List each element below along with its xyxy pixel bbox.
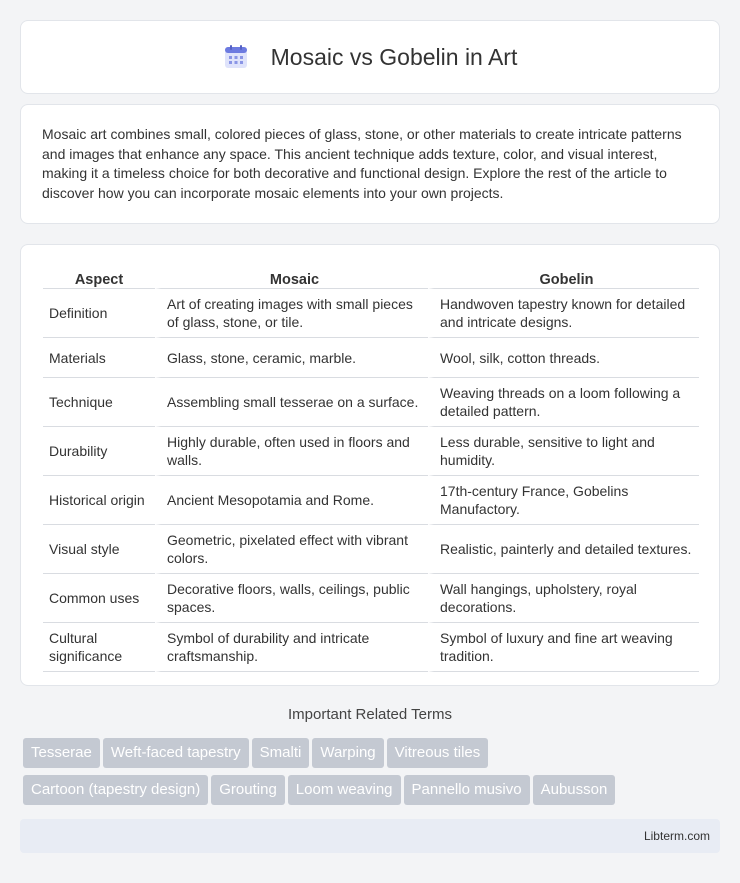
table-row — [43, 427, 699, 476]
mosaic-cell: Geometric, pixelated effect with vibrant colors. — [155, 525, 428, 574]
calendar-grid-icon — [223, 44, 249, 70]
footer-link[interactable]: Libterm.com — [643, 829, 710, 843]
gobelin-cell: Symbol of luxury and fine art weaving tradition. — [428, 623, 699, 672]
gobelin-cell: Less durable, sensitive to light and humidity. — [428, 427, 699, 476]
term-tag[interactable]: Warping — [312, 738, 383, 768]
related-terms-list — [23, 738, 723, 812]
gobelin-cell: Wall hangings, upholstery, royal decorations. — [428, 574, 699, 623]
mosaic-cell: Glass, stone, ceramic, marble. — [155, 338, 428, 378]
title-card — [20, 20, 720, 94]
gobelin-cell: Wool, silk, cotton threads. — [428, 338, 699, 378]
term-tag[interactable]: Weft-faced tapestry — [103, 738, 249, 768]
term-tag[interactable]: Cartoon (tapestry design) — [23, 775, 208, 805]
header-gobelin: Gobelin — [428, 267, 699, 289]
term-tag[interactable]: Tesserae — [23, 738, 100, 768]
term-tag[interactable]: Pannello musivo — [404, 775, 530, 805]
table-row — [43, 574, 699, 623]
mosaic-cell: Highly durable, often used in floors and walls. — [155, 427, 428, 476]
mosaic-cell: Decorative floors, walls, ceilings, public spaces. — [155, 574, 428, 623]
term-tag[interactable]: Aubusson — [533, 775, 616, 805]
aspect-cell: Definition — [43, 289, 155, 338]
term-tag[interactable]: Vitreous tiles — [387, 738, 489, 768]
gobelin-cell: Weaving threads on a loom following a detailed pattern. — [428, 378, 699, 427]
gobelin-cell: Handwoven tapestry known for detailed and intricate designs. — [428, 289, 699, 338]
intro-card — [20, 104, 720, 224]
aspect-cell: Historical origin — [43, 476, 155, 525]
related-terms-heading: Important Related Terms — [288, 706, 452, 723]
header-aspect: Aspect — [43, 267, 155, 289]
header-mosaic: Mosaic — [155, 267, 428, 289]
aspect-cell: Technique — [43, 378, 155, 427]
comparison-table — [43, 267, 699, 672]
gobelin-cell: 17th-century France, Gobelins Manufactory. — [428, 476, 699, 525]
mosaic-cell: Ancient Mesopotamia and Rome. — [155, 476, 428, 525]
aspect-cell: Materials — [43, 338, 155, 378]
table-row — [43, 338, 699, 378]
comparison-table-card — [20, 244, 720, 686]
aspect-cell: Cultural significance — [43, 623, 155, 672]
term-tag[interactable]: Smalti — [252, 738, 310, 768]
table-row — [43, 476, 699, 525]
table-row — [43, 525, 699, 574]
term-tag[interactable]: Loom weaving — [288, 775, 401, 805]
aspect-cell: Visual style — [43, 525, 155, 574]
mosaic-cell: Art of creating images with small pieces of glass, stone, or tile. — [155, 289, 428, 338]
table-row — [43, 623, 699, 672]
aspect-cell: Durability — [43, 427, 155, 476]
page-title: Mosaic vs Gobelin in Art — [270, 43, 518, 70]
table-row — [43, 289, 699, 338]
table-header-row — [43, 267, 699, 289]
footer — [20, 819, 720, 853]
intro-text: Mosaic art combines small, colored pieces of glass, stone, or other materials to create intricate patterns and images that enhance any space. This ancient technique adds texture, color, and visual interest, making it a timeless choice for both decorative and functional design. Explore the rest of the article to discover how you can incorporate mosaic elements into your own projects. — [42, 126, 682, 201]
gobelin-cell: Realistic, painterly and detailed textures. — [428, 525, 699, 574]
aspect-cell: Common uses — [43, 574, 155, 623]
mosaic-cell: Symbol of durability and intricate craftsmanship. — [155, 623, 428, 672]
mosaic-cell: Assembling small tesserae on a surface. — [155, 378, 428, 427]
term-tag[interactable]: Grouting — [211, 775, 285, 805]
table-row — [43, 378, 699, 427]
